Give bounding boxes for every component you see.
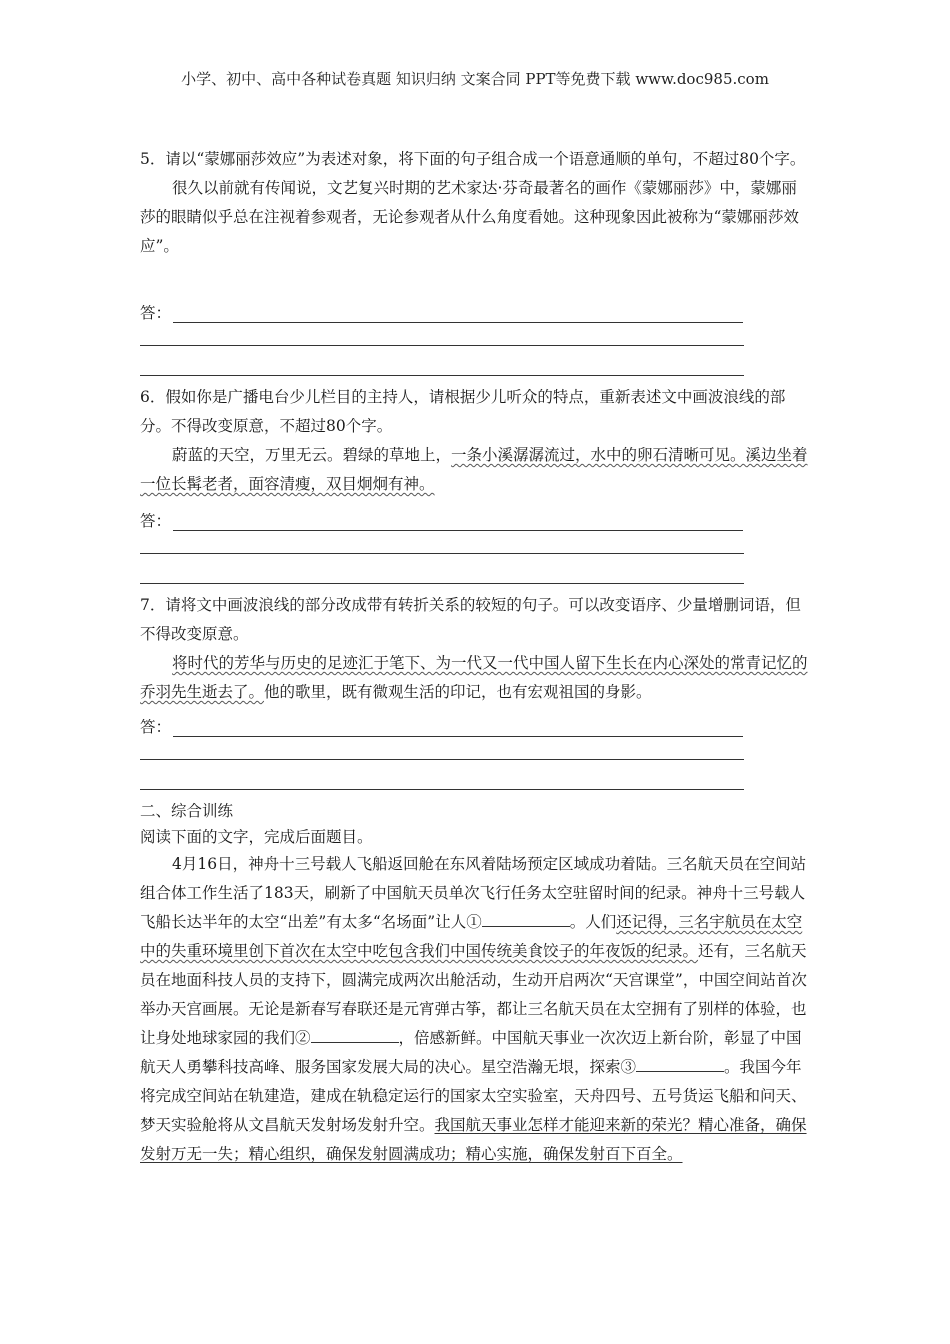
q5-answer-line-3[interactable] bbox=[140, 375, 744, 376]
q5-passage: 很久以前就有传闻说，文艺复兴时期的艺术家达·芬奇最著名的画作《蒙娜丽莎》中，蒙娜丽莎的眼睛似乎总在注视着参观者，无论参观者从什么角度看她。这种现象因此被称为“蒙娜丽莎效应”。 bbox=[140, 179, 799, 255]
q6-passage-wavy: 一条小溪潺潺流过，水中的卵石清晰可见。溪边坐着一位长髯老者，面容清瘦，双目炯炯有神。 bbox=[140, 446, 808, 493]
question-6 bbox=[140, 383, 812, 499]
q7-stem: 7．请将文中画波浪线的部分改成带有转折关系的较短的句子。可以改变语序、少量增删词语，但不得改变原意。 bbox=[140, 596, 801, 643]
passage-seg-6: 。我国今年将完成空间站在轨建造，建成在轨稳定运行的国家太空实验室，天舟四号、五号货运飞船和问天、梦天实验舱将从文昌航天发射场发射升空。 bbox=[140, 1058, 807, 1134]
q7-answer-line-2[interactable] bbox=[140, 759, 744, 760]
section-2-title: 二、综合训练 bbox=[140, 802, 234, 820]
q5-answer-line-1[interactable] bbox=[173, 308, 743, 323]
blank-2[interactable] bbox=[311, 1028, 399, 1043]
blank-3[interactable] bbox=[636, 1057, 724, 1072]
q5-stem: 5．请以“蒙娜丽莎效应”为表述对象，将下面的句子组合成一个语意通顺的单句，不超过80个字。 bbox=[140, 150, 806, 168]
passage-seg-2: 。人们 bbox=[569, 913, 617, 931]
q7-answer-label: 答： bbox=[140, 718, 172, 736]
q6-answer-line-1[interactable] bbox=[173, 516, 743, 531]
section-2 bbox=[140, 798, 812, 1169]
passage-seg-4: 还有，三名航天员在地面科技人员的支持下，圆满完成两次出舱活动，生动开启两次“天宫课堂”，中国空间站首次举办天宫画展。无论是新春写春联还是元宵弹古筝，都让三名航天员在太空拥有了别样的体验，也让身处地球家园的我们② bbox=[140, 942, 807, 1047]
passage-seg-1: 4月16日，神舟十三号载人飞船返回舱在东风着陆场预定区域成功着陆。三名航天员在空间站组合体工作生活了183天，刷新了中国航天员单次飞行任务太空驻留时间的纪录。神舟十三号载人飞船长达半年的太空“出差”有太多“名场面”让人① bbox=[140, 855, 807, 931]
passage-seg-3-wavy: 还记得，三名宇航员在太空中的失重环境里创下首次在太空中吃包含我们中国传统美食饺子的年夜饭的纪录。 bbox=[140, 913, 803, 960]
passage-seg-5: ，倍感新鲜。中国航天事业一次次迈上新台阶，彰显了中国航天人勇攀科技高峰、服务国家发展大局的决心。星空浩瀚无垠，探索③ bbox=[140, 1029, 802, 1076]
question-7 bbox=[140, 591, 812, 707]
q6-answer-row bbox=[140, 507, 812, 531]
section-2-passage bbox=[140, 850, 812, 1169]
q5-answer-line-2[interactable] bbox=[140, 345, 744, 346]
q7-passage bbox=[140, 649, 812, 707]
q7-answer-line-3[interactable] bbox=[140, 789, 744, 790]
q7-passage-wavy: 将时代的芳华与历史的足迹汇于笔下、为一代又一代中国人留下生长在内心深处的常青记忆的乔羽先生逝去了。 bbox=[140, 654, 808, 701]
q5-answer-label: 答： bbox=[140, 304, 172, 322]
page-header: 小学、初中、高中各种试卷真题 知识归纳 文案合同 PPT等免费下载 www.doc985.com bbox=[181, 70, 769, 88]
q6-passage-plain: 蔚蓝的天空，万里无云。碧绿的草地上， bbox=[172, 446, 452, 464]
q6-answer-line-2[interactable] bbox=[140, 553, 744, 554]
q6-stem: 6．假如你是广播电台少儿栏目的主持人，请根据少儿听众的特点，重新表述文中画波浪线的部分。不得改变原意，不超过80个字。 bbox=[140, 388, 786, 435]
passage-seg-7-underlined: 我国航天事业怎样才能迎来新的荣光？精心准备，确保发射万无一失；精心组织，确保发射圆满成功；精心实施，确保发射百下百全。 bbox=[140, 1116, 807, 1163]
q6-answer-label: 答： bbox=[140, 512, 172, 530]
q7-passage-plain: 他的歌里，既有微观生活的印记，也有宏观祖国的身影。 bbox=[264, 683, 652, 701]
q7-answer-line-1[interactable] bbox=[173, 722, 743, 737]
blank-1[interactable] bbox=[482, 912, 570, 927]
q6-answer-line-3[interactable] bbox=[140, 583, 744, 584]
q5-answer-row bbox=[140, 299, 812, 323]
section-2-instruction: 阅读下面的文字，完成后面题目。 bbox=[140, 828, 373, 846]
question-5 bbox=[140, 145, 812, 261]
q6-passage bbox=[140, 441, 812, 499]
q7-answer-row bbox=[140, 713, 812, 737]
